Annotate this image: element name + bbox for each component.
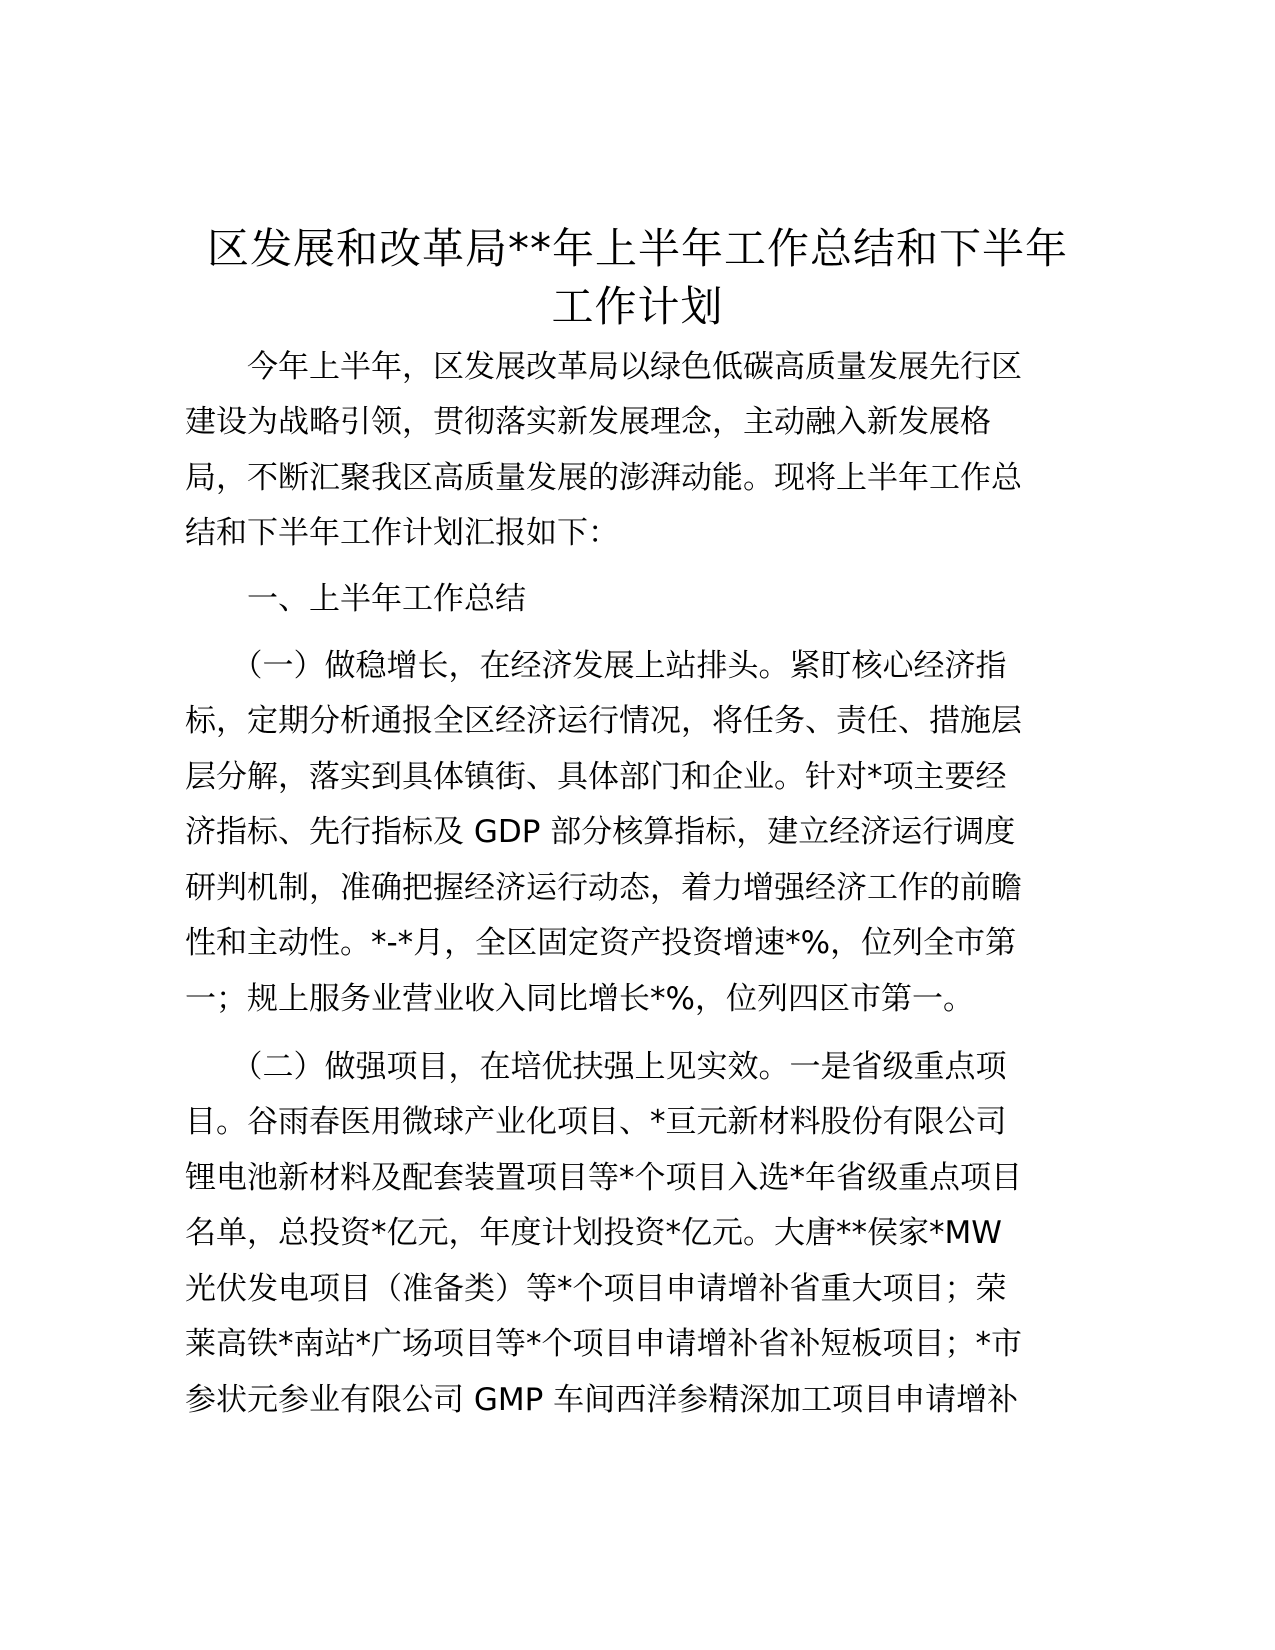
paragraph-line: 莱高铁*南站*广场项目等*个项目申请增补省补短板项目；*市 bbox=[185, 1326, 1022, 1362]
document-title-line-2: 工作计划 bbox=[551, 282, 724, 331]
paragraph-line: 标，定期分析通报全区经济运行情况，将任务、责任、措施层 bbox=[185, 703, 1022, 739]
paragraph-line: 锂电池新材料及配套装置项目等*个项目入选*年省级重点项目 bbox=[185, 1160, 1022, 1196]
paragraph-line: 研判机制，准确把握经济运行动态，着力增强经济工作的前瞻 bbox=[185, 870, 1022, 906]
paragraph-line: 光伏发电项目（准备类）等*个项目申请增补省重大项目；荣 bbox=[185, 1271, 1007, 1307]
paragraph-line: 性和主动性。*-*月，全区固定资产投资增速*%，位列全市第 bbox=[185, 925, 1017, 961]
paragraph-line: 参状元参业有限公司 GMP 车间西洋参精深加工项目申请增补 bbox=[185, 1382, 1019, 1418]
paragraph-line: 一；规上服务业营业收入同比增长*%，位列四区市第一。 bbox=[185, 981, 974, 1017]
paragraph-line: （二）做强项目，在培优扶强上见实效。一是省级重点项 bbox=[185, 1049, 1007, 1085]
paragraph-line: 目。谷雨春医用微球产业化项目、*亘元新材料股份有限公司 bbox=[185, 1104, 1007, 1140]
section-heading: 一、上半年工作总结 bbox=[185, 581, 526, 617]
document-title-line-1: 区发展和改革局**年上半年工作总结和下半年 bbox=[206, 224, 1068, 273]
paragraph-line: 局，不断汇聚我区高质量发展的澎湃动能。现将上半年工作总 bbox=[185, 460, 1022, 496]
paragraph-line: 今年上半年，区发展改革局以绿色低碳高质量发展先行区 bbox=[185, 349, 1022, 385]
paragraph-line: 层分解，落实到具体镇街、具体部门和企业。针对*项主要经 bbox=[185, 759, 1007, 795]
paragraph-line: （一）做稳增长，在经济发展上站排头。紧盯核心经济指 bbox=[185, 648, 1007, 684]
paragraph-line: 建设为战略引领，贯彻落实新发展理念，主动融入新发展格 bbox=[185, 404, 991, 440]
paragraph-line: 名单，总投资*亿元，年度计划投资*亿元。大唐**侯家*MW bbox=[185, 1215, 1002, 1251]
paragraph-line: 济指标、先行指标及 GDP 部分核算指标，建立经济运行调度 bbox=[185, 814, 1016, 850]
paragraph-line: 结和下半年工作计划汇报如下： bbox=[185, 515, 619, 551]
